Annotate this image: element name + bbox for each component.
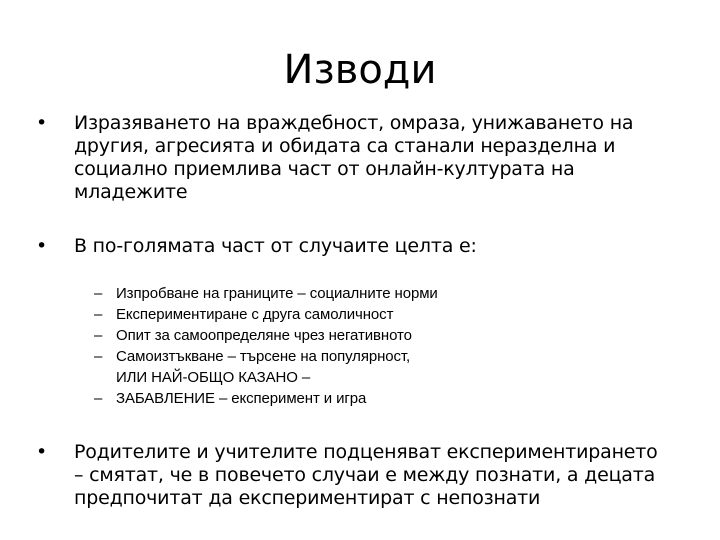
bullet-line: другия, агресията и обидата са станали неразделна и — [74, 135, 616, 157]
sub-item-marker: – — [94, 285, 103, 302]
bullet-text — [74, 235, 686, 258]
sub-item-popularity — [94, 346, 654, 388]
bullet-conclusion-hostility — [36, 112, 686, 204]
sub-item-marker: – — [94, 390, 103, 407]
sub-item-self-definition — [94, 325, 654, 346]
bullet-line: предпочитат да експериментират с непознати — [74, 487, 541, 509]
bullet-line: Родителите и учителите подценяват експериментирането — [74, 441, 658, 463]
sub-item-line: Самоизтъкване – търсене на популярност, — [116, 348, 411, 365]
sub-item-marker: – — [94, 306, 103, 323]
bullet-text — [74, 112, 686, 204]
goal-sublist — [94, 283, 654, 409]
sub-item-line: Изпробване на границите – социалните норми — [116, 285, 438, 302]
bullet-line: Изразяването на враждебност, омраза, унижаването на — [74, 112, 634, 134]
sub-item-boundaries — [94, 283, 654, 304]
bullet-text — [74, 441, 686, 510]
sub-item-marker: – — [94, 348, 103, 365]
bullet-marker: • — [36, 112, 48, 134]
bullet-parents-teachers — [36, 441, 686, 510]
sub-item-identity — [94, 304, 654, 325]
bullet-line: социално приемлива част от онлайн-културата на — [74, 158, 575, 180]
bullet-line: – смятат, че в повечето случаи е между познати, а децата — [74, 464, 656, 486]
bullet-marker: • — [36, 235, 48, 257]
bullet-line: В по-голямата част от случаите целта е: — [74, 235, 477, 257]
sub-item-line: Опит за самоопределяне чрез негативното — [116, 327, 412, 344]
sub-item-marker: – — [94, 327, 103, 344]
sub-item-line: ЗАБАВЛЕНИЕ – експеримент и игра — [116, 390, 367, 407]
bullet-line: младежите — [74, 181, 188, 203]
bullet-goal-intro — [36, 235, 686, 258]
bullet-marker: • — [36, 441, 48, 463]
sub-item-fun — [94, 388, 654, 409]
sub-item-line: ИЛИ НАЙ-ОБЩО КАЗАНО – — [116, 369, 311, 386]
sub-item-line: Експериментиране с друга самоличност — [116, 306, 394, 323]
slide-title: Изводи — [283, 47, 437, 93]
